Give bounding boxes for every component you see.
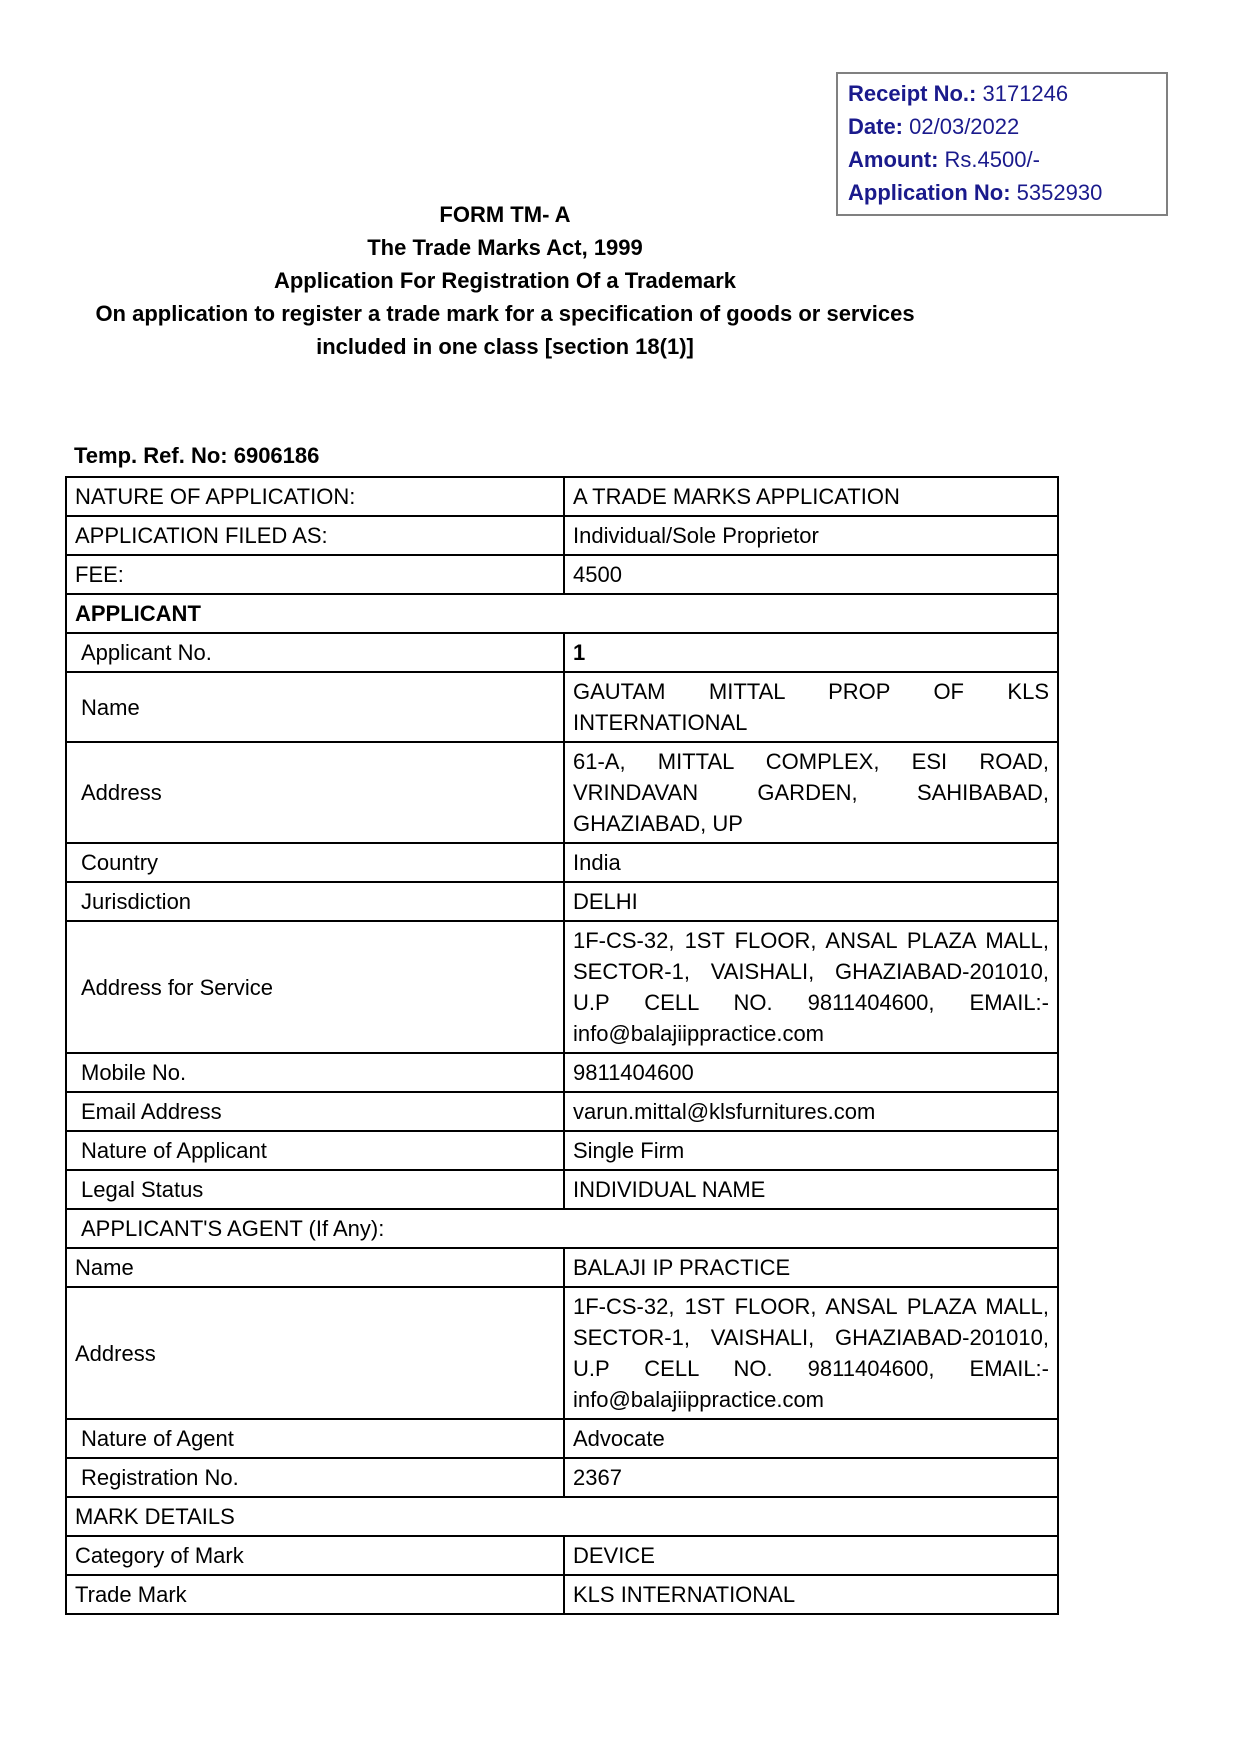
- field-value: Advocate: [564, 1419, 1058, 1458]
- field-label: Applicant No.: [66, 633, 564, 672]
- field-value: A TRADE MARKS APPLICATION: [564, 477, 1058, 516]
- form-heading-block: [65, 0, 945, 363]
- table-row: [66, 921, 1058, 1053]
- receipt-date-line: [848, 110, 1156, 143]
- application-title: Application For Registration Of a Trademark: [273, 268, 737, 293]
- temp-ref: [65, 443, 1057, 469]
- field-value: 61-A, MITTAL COMPLEX, ESI ROAD, VRINDAVAN GARDEN, SAHIBABAD, GHAZIABAD, UP: [564, 742, 1058, 843]
- table-row: [66, 633, 1058, 672]
- field-label: Name: [66, 672, 564, 742]
- field-label: Registration No.: [66, 1458, 564, 1497]
- field-value: 1F-CS-32, 1ST FLOOR, ANSAL PLAZA MALL, SECTOR-1, VAISHALI, GHAZIABAD-201010, U.P CELL NO. 9811404600, EMAIL:- info@balajiippractice.com: [564, 921, 1058, 1053]
- section-header: MARK DETAILS: [66, 1497, 1058, 1536]
- table-row: [66, 742, 1058, 843]
- table-row: [66, 672, 1058, 742]
- field-label: Country: [66, 843, 564, 882]
- field-label: Address: [66, 742, 564, 843]
- table-row: [66, 843, 1058, 882]
- receipt-date-value: 02/03/2022: [909, 114, 1020, 139]
- field-label: Nature of Applicant: [66, 1131, 564, 1170]
- table-row: [66, 1575, 1058, 1614]
- receipt-application-label: Application No:: [848, 180, 1011, 205]
- description-line-1: On application to register a trade mark for a specification of goods or services: [95, 301, 915, 326]
- field-value: GAUTAM MITTAL PROP OF KLS INTERNATIONAL: [564, 672, 1058, 742]
- field-label: FEE:: [66, 555, 564, 594]
- table-row: [66, 1248, 1058, 1287]
- field-value: 4500: [564, 555, 1058, 594]
- field-value: 1F-CS-32, 1ST FLOOR, ANSAL PLAZA MALL, SECTOR-1, VAISHALI, GHAZIABAD-201010, U.P CELL NO. 9811404600, EMAIL:- info@balajiippractice.com: [564, 1287, 1058, 1419]
- field-label: Email Address: [66, 1092, 564, 1131]
- receipt-number-label: Receipt No.:: [848, 81, 977, 106]
- temp-ref-value: 6906186: [233, 443, 320, 468]
- field-label: APPLICATION FILED AS:: [66, 516, 564, 555]
- act-title: The Trade Marks Act, 1999: [367, 235, 643, 260]
- field-label: Jurisdiction: [66, 882, 564, 921]
- field-value: BALAJI IP PRACTICE: [564, 1248, 1058, 1287]
- form-title: FORM TM- A: [439, 202, 571, 227]
- table-row: [66, 1092, 1058, 1131]
- receipt-application-line: [848, 176, 1156, 209]
- receipt-date-label: Date:: [848, 114, 904, 139]
- field-label: Address for Service: [66, 921, 564, 1053]
- field-label: Category of Mark: [66, 1536, 564, 1575]
- description-line-2: included in one class [section 18(1)]: [316, 334, 694, 359]
- table-row: [66, 1419, 1058, 1458]
- table-row: [66, 1053, 1058, 1092]
- table-row: [66, 1170, 1058, 1209]
- field-label: Legal Status: [66, 1170, 564, 1209]
- field-label: Name: [66, 1248, 564, 1287]
- receipt-number-line: [848, 77, 1156, 110]
- field-label: Nature of Agent: [66, 1419, 564, 1458]
- field-value: KLS INTERNATIONAL: [564, 1575, 1058, 1614]
- table-row: [66, 1536, 1058, 1575]
- section-row-agent: [66, 1209, 1058, 1248]
- field-value: varun.mittal@klsfurnitures.com: [564, 1092, 1058, 1131]
- table-row: [66, 1287, 1058, 1419]
- field-value: Individual/Sole Proprietor: [564, 516, 1058, 555]
- field-label: Trade Mark: [66, 1575, 564, 1614]
- field-value: 2367: [564, 1458, 1058, 1497]
- receipt-box: [836, 72, 1168, 216]
- field-label: Address: [66, 1287, 564, 1419]
- field-label: Mobile No.: [66, 1053, 564, 1092]
- receipt-amount-label: Amount:: [848, 147, 939, 172]
- section-header: APPLICANT'S AGENT (If Any):: [66, 1209, 1058, 1248]
- section-header: APPLICANT: [66, 594, 1058, 633]
- field-label: NATURE OF APPLICATION:: [66, 477, 564, 516]
- field-value: DEVICE: [564, 1536, 1058, 1575]
- page-content: [65, 0, 1057, 1615]
- field-value: DELHI: [564, 882, 1058, 921]
- section-row-mark-details: [66, 1497, 1058, 1536]
- field-value: INDIVIDUAL NAME: [564, 1170, 1058, 1209]
- receipt-amount-line: [848, 143, 1156, 176]
- field-value: India: [564, 843, 1058, 882]
- table-row: [66, 1458, 1058, 1497]
- field-value: 1: [564, 633, 1058, 672]
- receipt-amount-value: Rs.4500/-: [944, 147, 1040, 172]
- field-value: 9811404600: [564, 1053, 1058, 1092]
- application-table: [65, 476, 1059, 1615]
- table-row: [66, 1131, 1058, 1170]
- receipt-application-value: 5352930: [1016, 180, 1103, 205]
- section-row-applicant: [66, 594, 1058, 633]
- temp-ref-label: Temp. Ref. No:: [74, 443, 228, 468]
- receipt-number-value: 3171246: [982, 81, 1069, 106]
- table-row: [66, 516, 1058, 555]
- table-row: [66, 555, 1058, 594]
- field-value: Single Firm: [564, 1131, 1058, 1170]
- table-row: [66, 882, 1058, 921]
- table-row: [66, 477, 1058, 516]
